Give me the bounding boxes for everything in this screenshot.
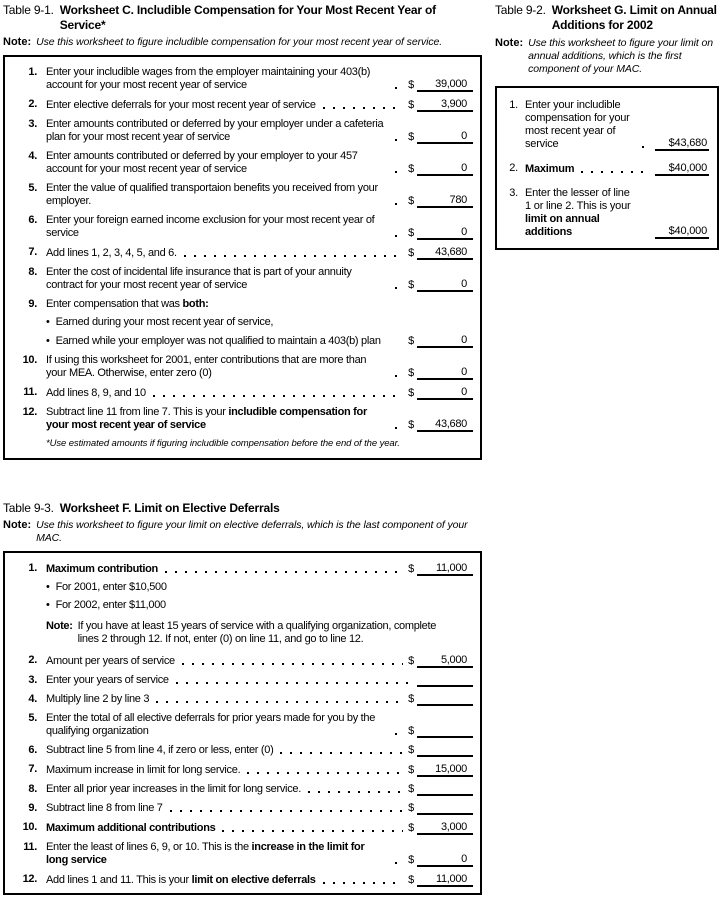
line-text (525, 99, 635, 151)
line-text (46, 783, 301, 796)
dollar-sign: $ (408, 822, 414, 834)
line-number: 1. (28, 562, 37, 574)
dollar-sign: $ (408, 854, 414, 866)
worksheet-f-line-1 (11, 562, 473, 576)
amount (408, 693, 473, 706)
worksheet-f-line-12 (11, 873, 473, 887)
line-text-bold: includible compensation for your most recent year of service (46, 406, 367, 431)
line-number: 2. (28, 654, 37, 666)
line-number: 1. (509, 99, 518, 111)
amount-value (417, 736, 473, 738)
table-9-1-heading (3, 3, 482, 33)
line-text-main: Enter your foreign earned income exclusion for your most recent year of service (46, 214, 375, 239)
table-title: Worksheet F. Limit on Elective Deferrals (59, 501, 280, 515)
amount-value: 15,000 (417, 763, 473, 777)
line-text-main: Add lines 1 and 11. This is your (46, 874, 192, 886)
worksheet-line-6 (11, 214, 473, 240)
dot-leader (395, 87, 403, 89)
dollar-sign: $ (408, 367, 414, 379)
dollar-sign: $ (408, 655, 414, 667)
worksheet-f-line-4 (11, 693, 473, 706)
dollar-sign: $ (408, 99, 414, 111)
amount (408, 98, 473, 112)
amount (408, 802, 473, 815)
worksheet-f-line-9 (11, 802, 473, 815)
amount-value: 11,000 (417, 873, 473, 887)
dot-leader (395, 733, 403, 735)
dot-leader (153, 395, 403, 397)
dollar-sign: $ (408, 764, 414, 776)
dot-leader (184, 255, 403, 257)
table-9-2-note (495, 37, 719, 76)
worksheet-g-line-1 (502, 99, 709, 151)
dollar-sign: $ (408, 335, 414, 347)
line-text-main: Subtract line 8 from line 7 (46, 802, 163, 814)
amount (408, 744, 473, 757)
spacer (388, 343, 404, 345)
dot-leader (176, 682, 409, 684)
line-text-main: Enter elective deferrals for your most recent year of service (46, 99, 316, 111)
bullet-icon: • (46, 335, 50, 347)
line-text (46, 674, 169, 687)
line-text-main: Enter your years of service (46, 674, 169, 686)
worksheet-f-box (3, 551, 482, 895)
line-text-main: Enter your includible wages from the employer maintaining your 403(b) account for your most recent year of service (46, 66, 371, 91)
table-9-1-note (3, 36, 482, 49)
amount-value: 43,680 (417, 418, 473, 432)
line-text-main: Enter compensation that was (46, 298, 183, 310)
line-text (46, 563, 158, 576)
amount-value (417, 813, 473, 815)
table-9-3-section (3, 501, 482, 895)
worksheet-f-line-10 (11, 821, 473, 835)
worksheet-f-line-11 (11, 841, 473, 867)
worksheet-line-5 (11, 182, 473, 208)
amount (414, 685, 473, 687)
bullet-text: Earned while your employer was not qualified to maintain a 403(b) plan (55, 335, 381, 347)
bullet-text: For 2001, enter $10,500 (55, 581, 167, 593)
amount-value: 43,680 (417, 246, 473, 260)
line-text-main: Add lines 1, 2, 3, 4, 5, and 6. (46, 247, 177, 259)
line-number: 10. (22, 821, 37, 833)
line-number: 1. (28, 66, 37, 78)
line-number: 11. (23, 386, 37, 398)
worksheet-f-line-8 (11, 783, 473, 796)
line-text-bold: Maximum additional contributions (46, 822, 216, 834)
amount (408, 334, 473, 348)
worksheet-line-4 (11, 150, 473, 176)
line-number: 4. (28, 693, 37, 705)
line-number: 6. (28, 744, 37, 756)
line-number: 12. (22, 873, 37, 885)
table-label: Table 9-1. (3, 3, 54, 17)
amount (408, 873, 473, 887)
worksheet-g-box (495, 86, 719, 250)
dollar-sign: $ (408, 744, 414, 756)
line-text-main: Subtract line 5 from line 4, if zero or less, enter (0) (46, 744, 274, 756)
amount (408, 78, 473, 92)
line-text (525, 187, 635, 239)
worksheet-line-12 (11, 406, 473, 432)
note-text: Use this worksheet to figure your limit on elective deferrals, which is the last component of your MAC. (36, 519, 468, 544)
dot-leader (581, 171, 650, 173)
line-number: 11. (23, 841, 37, 853)
amount-value (417, 685, 473, 687)
line-number: 8. (28, 266, 37, 278)
table-title: Worksheet C. Includible Compensation for Your Most Recent Year of Service* (59, 3, 436, 32)
dollar-sign: $ (408, 783, 414, 795)
worksheet-f-line-1-bullet-1 (11, 581, 473, 594)
dollar-sign: $ (408, 163, 414, 175)
amount (408, 725, 473, 738)
line-number: 5. (28, 712, 37, 724)
amount-value: $40,000 (655, 162, 709, 176)
line-text-main: Subtract line 11 from line 7. This is your (46, 406, 229, 418)
worksheet-footnote: *Use estimated amounts if figuring includible compensation before the end of the year. (46, 438, 400, 449)
amount-value: 0 (417, 226, 473, 240)
dollar-sign: $ (408, 195, 414, 207)
amount (408, 278, 473, 292)
line-text-main: Enter the cost of incidental life insurance that is part of your annuity contract for your most recent year of service (46, 266, 352, 291)
worksheet-line-9-bullet-1 (11, 316, 473, 329)
line-text-bold: Maximum contribution (46, 563, 158, 575)
line-text-main: If using this worksheet for 2001, enter contributions that are more than your MEA. Otherwise, enter zero (0) (46, 354, 367, 379)
dot-leader (395, 375, 403, 377)
amount (408, 386, 473, 400)
amount-value: 5,000 (417, 654, 473, 668)
worksheet-f-line-3 (11, 674, 473, 687)
table-9-3-heading (3, 501, 482, 516)
line-number: 3. (509, 187, 518, 199)
line-text (46, 874, 316, 887)
worksheet-f-inner-note (46, 620, 473, 646)
line-number: 6. (28, 214, 37, 226)
dollar-sign: $ (408, 279, 414, 291)
bullet-text: Earned during your most recent year of service, (55, 316, 274, 328)
dot-leader (395, 171, 403, 173)
amount-value (417, 704, 473, 706)
amount-value: 0 (417, 366, 473, 380)
worksheet-line-9-bullet-2 (11, 334, 473, 348)
amount (408, 821, 473, 835)
bullet-icon: • (46, 316, 50, 328)
line-text-main: Add lines 8, 9, and 10 (46, 387, 146, 399)
line-number: 12. (22, 406, 37, 418)
line-text (46, 764, 240, 777)
amount (408, 654, 473, 668)
dot-leader (222, 830, 403, 832)
dollar-sign: $ (408, 802, 414, 814)
worksheet-line-9 (11, 298, 473, 311)
bullet-icon: • (46, 599, 50, 611)
dot-leader (395, 203, 403, 205)
note-text: Use this worksheet to figure includible compensation for your most recent year of service. (36, 36, 443, 48)
dollar-sign: $ (408, 247, 414, 259)
table-9-1-section (3, 3, 482, 460)
line-text (46, 693, 149, 706)
amount-value: 39,000 (417, 78, 473, 92)
line-number: 10. (22, 354, 37, 366)
dollar-sign: $ (408, 725, 414, 737)
line-text (46, 712, 388, 738)
worksheet-f-line-7 (11, 763, 473, 777)
dot-leader (395, 287, 403, 289)
line-text-bold: limit on elective deferrals (191, 874, 316, 886)
worksheet-line-1 (11, 66, 473, 92)
dollar-sign: $ (408, 387, 414, 399)
dot-leader (395, 139, 403, 141)
amount-value: 3,000 (417, 821, 473, 835)
worksheet-g-line-2 (502, 162, 709, 176)
line-text-main: Enter the lesser of line 1 or line 2. This is your (525, 187, 631, 212)
line-text-main: Enter all prior year increases in the limit for long service. (46, 783, 301, 795)
table-9-3-note (3, 519, 482, 545)
line-text-main: Enter the least of lines 6, 9, or 10. This is the (46, 841, 252, 853)
amount-value (417, 755, 473, 757)
worksheet-c-box (3, 55, 482, 460)
line-number: 3. (28, 118, 37, 130)
line-number: 9. (28, 802, 37, 814)
dollar-sign: $ (408, 563, 414, 575)
worksheet-line-2 (11, 98, 473, 112)
amount (408, 366, 473, 380)
line-number: 5. (28, 182, 37, 194)
amount (408, 194, 473, 208)
dot-leader (323, 882, 404, 884)
dot-leader (308, 791, 403, 793)
line-text (46, 214, 388, 240)
amount-value: 11,000 (417, 562, 473, 576)
line-text (46, 182, 388, 208)
line-text-main: Enter amounts contributed or deferred by your employer to your 457 account for your most recent year of service (46, 150, 358, 175)
dot-leader (247, 772, 403, 774)
dollar-sign: $ (408, 79, 414, 91)
worksheet-line-3 (11, 118, 473, 144)
line-number: 7. (28, 763, 37, 775)
line-text-bold: both: (182, 298, 209, 310)
line-text (46, 99, 316, 112)
line-number: 3. (28, 674, 37, 686)
line-text (46, 118, 388, 144)
amount-value: 0 (417, 386, 473, 400)
line-text-main: Enter the total of all elective deferrals for prior years made for you by the qualifying organization (46, 712, 376, 737)
dollar-sign: $ (408, 131, 414, 143)
dot-leader (170, 810, 404, 812)
amount-value (417, 794, 473, 796)
table-label: Table 9-2. (495, 3, 546, 17)
worksheet-line-8 (11, 266, 473, 292)
line-number: 2. (28, 98, 37, 110)
line-text (46, 387, 146, 400)
line-text-main: Enter the value of qualified transportaion benefits you received from your employer. (46, 182, 378, 207)
line-text-main: Enter your includible compensation for your most recent year of service (525, 99, 630, 150)
amount-value: 0 (417, 853, 473, 867)
note-text: Use this worksheet to figure your limit on annual additions, which is the first component of your MAC. (528, 37, 713, 75)
line-text (46, 266, 388, 292)
line-text (46, 744, 273, 757)
amount-value: 0 (417, 334, 473, 348)
dot-leader (642, 146, 650, 148)
spacer (642, 234, 650, 236)
dot-leader (323, 107, 404, 109)
line-number: 4. (28, 150, 37, 162)
worksheet-f-line-1-bullet-2 (11, 599, 473, 612)
line-text-main: Multiply line 2 by line 3 (46, 693, 150, 705)
line-text-main: Amount per years of service (46, 655, 175, 667)
table-9-2-heading (495, 3, 719, 33)
line-text (46, 66, 388, 92)
dot-leader (182, 663, 403, 665)
line-number: 7. (28, 246, 37, 258)
note-label: Note: (46, 620, 73, 632)
line-text (46, 247, 177, 260)
line-text (46, 841, 388, 867)
line-number: 9. (28, 298, 37, 310)
dot-leader (280, 752, 403, 754)
amount-value: 780 (417, 194, 473, 208)
line-text (46, 298, 209, 311)
line-text (46, 802, 163, 815)
amount-value: 3,900 (417, 98, 473, 112)
worksheet-f-line-2 (11, 654, 473, 668)
line-text (46, 354, 388, 380)
dot-leader (165, 571, 403, 573)
line-text-bold: limit on annual additions (525, 213, 600, 238)
line-number: 2. (509, 162, 518, 174)
dollar-sign: $ (408, 693, 414, 705)
worksheet-f-line-6 (11, 744, 473, 757)
note-label: Note: (495, 37, 524, 49)
dot-leader (156, 701, 403, 703)
dot-leader (395, 862, 403, 864)
amount-value: 0 (417, 162, 473, 176)
dollar-sign: $ (408, 419, 414, 431)
amount (408, 162, 473, 176)
line-text (46, 655, 175, 668)
worksheet-line-11 (11, 386, 473, 400)
dollar-sign: $ (408, 874, 414, 886)
line-text (525, 163, 574, 176)
amount (408, 226, 473, 240)
line-text-bold: Maximum (525, 163, 575, 175)
table-label: Table 9-3. (3, 501, 54, 515)
amount (408, 418, 473, 432)
line-text-main: Enter amounts contributed or deferred by your employer under a cafeteria plan for your most recent year of service (46, 118, 384, 143)
amount (408, 130, 473, 144)
amount-value: 0 (417, 278, 473, 292)
line-text (46, 406, 388, 432)
amount-value: $40,000 (655, 225, 709, 239)
amount (408, 853, 473, 867)
dollar-sign: $ (408, 227, 414, 239)
amount (408, 562, 473, 576)
line-number: 8. (28, 783, 37, 795)
note-label: Note: (3, 519, 32, 531)
bullet-text: For 2002, enter $11,000 (55, 599, 166, 611)
note-label: Note: (3, 36, 32, 48)
line-text (46, 150, 388, 176)
dot-leader (395, 427, 403, 429)
table-title: Worksheet G. Limit on Annual Additions for 2002 (551, 3, 717, 32)
table-9-2-section (495, 3, 719, 250)
dot-leader (395, 235, 403, 237)
amount (408, 763, 473, 777)
worksheet-line-10 (11, 354, 473, 380)
note-text: If you have at least 15 years of service with a qualifying organization, complete lines 2 through 12. If not, enter (0) on line 11, and go to line 12. (77, 620, 437, 645)
line-text-bold: increase in the limit for long service (46, 841, 365, 866)
line-text-main: Maximum increase in limit for long service. (46, 764, 241, 776)
worksheet-line-7 (11, 246, 473, 260)
amount (408, 783, 473, 796)
amount-value: 0 (417, 130, 473, 144)
amount-value: $43,680 (655, 137, 709, 151)
bullet-icon: • (46, 581, 50, 593)
worksheet-f-line-5 (11, 712, 473, 738)
line-text (46, 822, 215, 835)
worksheet-g-line-3 (502, 187, 709, 239)
amount (408, 246, 473, 260)
